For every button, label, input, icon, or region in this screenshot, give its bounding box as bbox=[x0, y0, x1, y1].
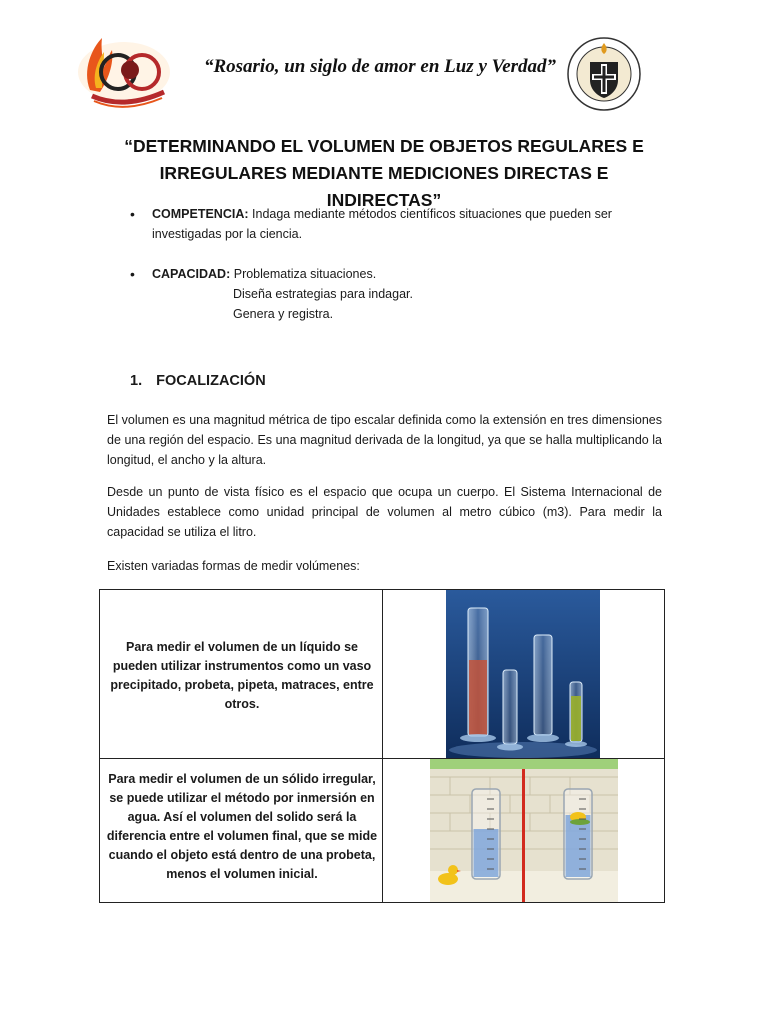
bullet-icon: • bbox=[130, 206, 135, 222]
document-title: “DETERMINANDO EL VOLUMEN DE OBJETOS REGULARES E IRREGULARES MEDIANTE MEDICIONES DIRECTAS E INDIRECTAS” bbox=[124, 136, 644, 210]
table-column-divider bbox=[382, 590, 383, 902]
liquid-method-text: Para medir el volumen de un líquido se pueden utilizar instrumentos como un vaso precipitado, probeta, pipeta, matraces, entre otros. bbox=[110, 640, 374, 711]
document-header bbox=[0, 0, 768, 120]
capacidad-line-1: Problematiza situaciones. bbox=[233, 267, 377, 281]
competencia-label: COMPETENCIA: bbox=[152, 207, 249, 221]
graduated-cylinders-image bbox=[446, 590, 600, 758]
capacidad-text-block bbox=[152, 264, 652, 324]
competencia-text: Indaga mediante métodos científicos situaciones que pueden ser investigadas por la ciencia. bbox=[152, 207, 612, 241]
immersion-method-image bbox=[430, 759, 618, 902]
capacidad-label: CAPACIDAD: bbox=[152, 267, 231, 281]
bullet-icon: • bbox=[130, 266, 135, 282]
paragraph-intro-methods: Existen variadas formas de medir volúmenes: bbox=[107, 559, 360, 573]
section-heading bbox=[130, 373, 266, 389]
school-anniversary-logo-icon bbox=[72, 30, 176, 110]
capacidad-line-3: Genera y registra. bbox=[233, 307, 334, 321]
solid-method-text: Para medir el volumen de un sólido irregular, se puede utilizar el método por inmersión en agua. Así el volumen del solido será la diferencia entre el volumen final, que se mide cuando el objeto está dentro de una probeta, menos el volumen inicial. bbox=[106, 772, 378, 881]
section-title: FOCALIZACIÓN bbox=[156, 373, 266, 389]
paragraph-physical-view: Desde un punto de vista físico es el espacio que ocupa un cuerpo. El Sistema Internacional de Unidades establece como unidad principal de volumen al metro cúbico (m3). Para medir la capacidad se utiliza el litro. bbox=[107, 485, 662, 539]
dominican-seal-icon bbox=[566, 36, 642, 112]
methods-table bbox=[99, 589, 665, 903]
capacidad-line-2: Diseña estrategias para indagar. bbox=[233, 287, 413, 301]
section-number: 1. bbox=[130, 373, 143, 389]
school-motto: “Rosario, un siglo de amor en Luz y Verdad” bbox=[203, 56, 557, 77]
competencia-text-block bbox=[152, 204, 652, 244]
paragraph-volume-definition: El volumen es una magnitud métrica de tipo escalar definida como la extensión en tres dimensiones de una región del espacio. Es una magnitud derivada de la longitud, ya que se halla multiplicando la longitud, el ancho y la altura. bbox=[107, 413, 662, 467]
